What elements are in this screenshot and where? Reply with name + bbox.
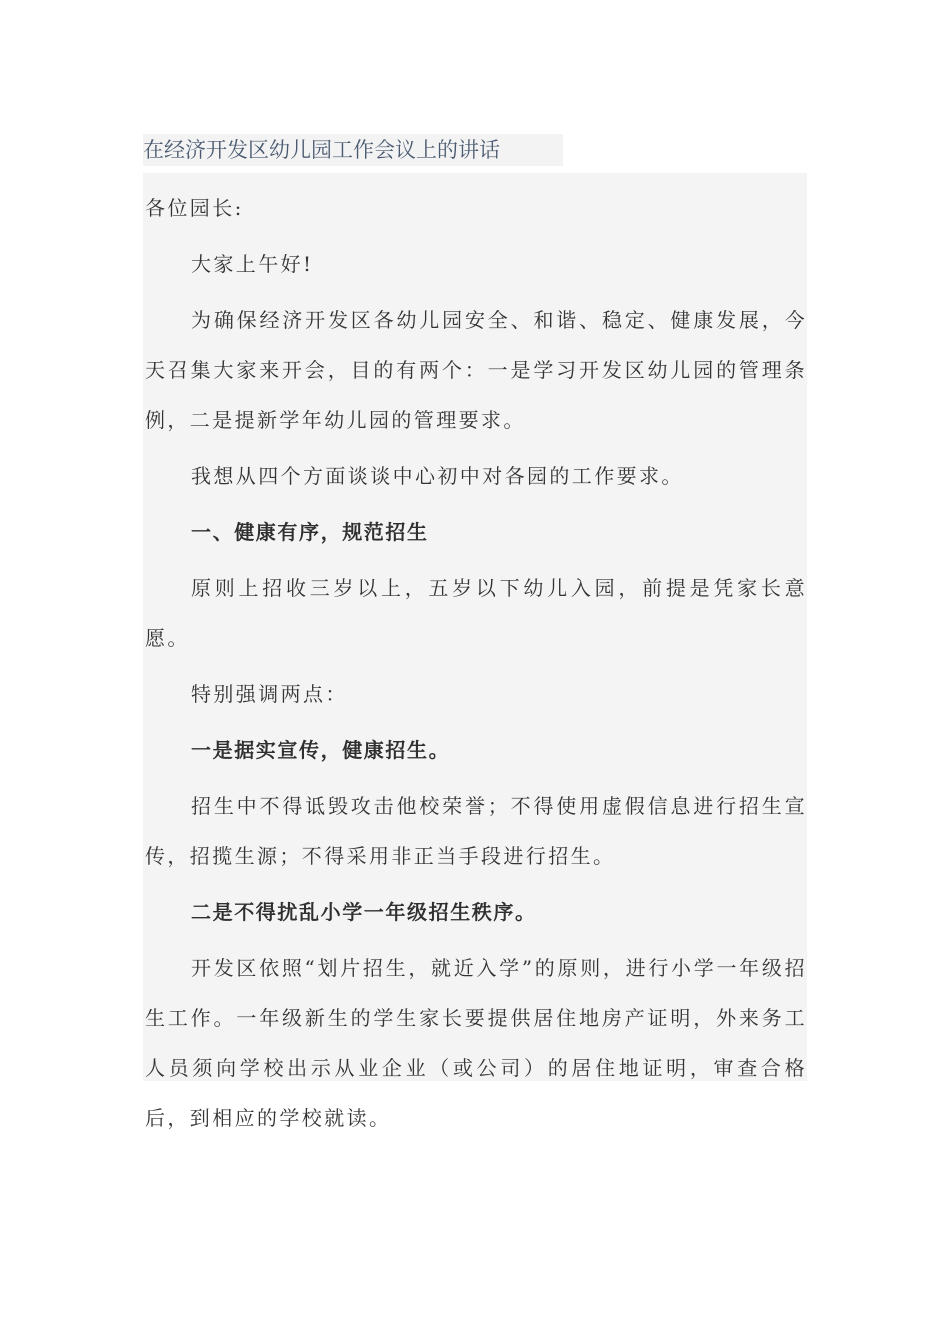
- greeting: 大家上午好!: [191, 252, 314, 276]
- document-title: 在经济开发区幼儿园工作会议上的讲话: [143, 134, 563, 166]
- paragraph-recruitment-rules: 招生中不得诋毁攻击他校荣誉；不得使用虚假信息进行招生宣传，招揽生源；不得采用非正当手段进行招生。: [145, 794, 807, 868]
- paragraph-two-points: 特别强调两点：: [191, 682, 348, 706]
- subheading-point-2: 二是不得扰乱小学一年级招生秩序。: [191, 900, 537, 924]
- document-body: [143, 173, 807, 1130]
- salutation: 各位园长:: [145, 196, 244, 220]
- section-heading-1: 一、健康有序，规范招生: [191, 520, 429, 544]
- paragraph-enrollment-process: 开发区依照“划片招生，就近入学”的原则，进行小学一年级招生工作。一年级新生的学生家长要提供居住地房产证明，外来务工人员须向学校出示从业企业（或公司）的居住地证明，审查合格后，到相应的学校就读。: [145, 956, 807, 1130]
- paragraph-admission-age: 原则上招收三岁以上，五岁以下幼儿入园，前提是凭家长意愿。: [145, 576, 807, 650]
- subheading-point-1: 一是据实宣传，健康招生。: [191, 738, 451, 762]
- paragraph-overview: 我想从四个方面谈谈中心初中对各园的工作要求。: [191, 464, 684, 488]
- paragraph-purpose: 为确保经济开发区各幼儿园安全、和谐、稳定、健康发展，今天召集大家来开会，目的有两个：一是学习开发区幼儿园的管理条例，二是提新学年幼儿园的管理要求。: [145, 308, 807, 432]
